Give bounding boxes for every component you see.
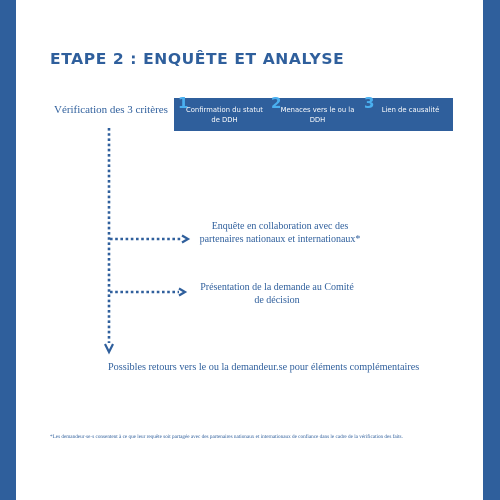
- footnote: *Les demandeur·se·s consentent à ce que leur requête soit partagée avec des partenaires nationaux et internationaux de confiance dans le cadre de la vérification des faits.: [50, 434, 403, 440]
- criterion-label-2: Menaces vers le ou la DDH: [280, 106, 355, 124]
- branch-arrowhead-1: [182, 236, 188, 243]
- step-committee: Présentation de la demande au Comité de décision: [200, 282, 354, 306]
- criterion-number-3: 3: [364, 94, 375, 112]
- page-panel: [16, 0, 483, 500]
- criterion-label-3: Lien de causalité: [381, 106, 440, 114]
- step-investigation: Enquête en collaboration avec des partenaires nationaux et internationaux*: [199, 221, 361, 245]
- criterion-number-1: 1: [178, 94, 189, 112]
- branch-arrowhead-2: [179, 289, 185, 296]
- criterion-number-2: 2: [271, 94, 282, 112]
- page-title: ETAPE 2 : ENQUÊTE ET ANALYSE: [50, 50, 345, 68]
- criterion-label-1: Confirmation du statut de DDH: [186, 106, 263, 124]
- returns-text: Possibles retours vers le ou la demandeur.se pour éléments complémentaires: [108, 362, 420, 373]
- criteria-label: Vérification des 3 critères: [54, 104, 168, 116]
- main-arrowhead: [105, 344, 113, 352]
- flow-connectors: [16, 0, 483, 500]
